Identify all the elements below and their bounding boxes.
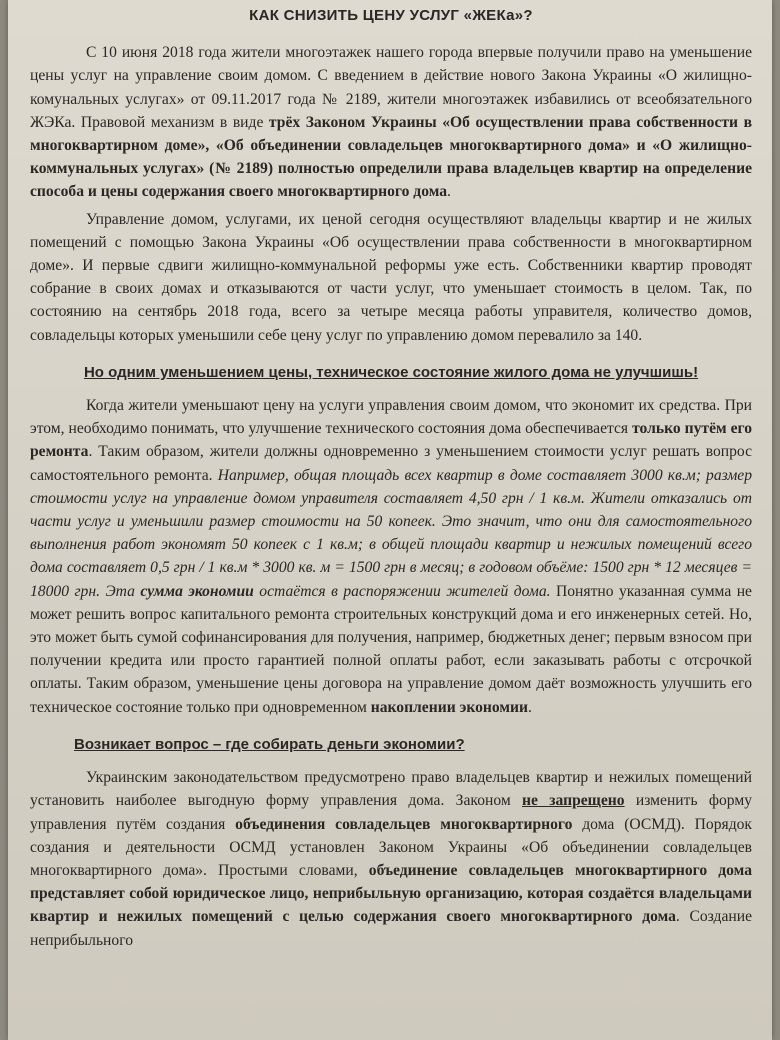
p4-bold-1: объединения совладельцев многоквартирного bbox=[235, 815, 573, 833]
p3-italic-1: Например, общая площадь всех квартир в доме составляет 3000 кв.м; размер стоимости услуг на управление домом управителя составляет 4,50 грн / 1 кв.м. Жители отказались от части услуг и уменьшили размер стоимости на 50 копеек. Это значит, что они для самостоятельного выполнения работ экономят 50 копеек с 1 кв.м; в общей площади квартир и нежилых помещений всего дома составляет 0,5 грн / 1 кв.м * 3000 кв. м = 1500 грн в месяц; в годовом объёме: 1500 грн * 12 месяцев = 18000 грн. Эта bbox=[30, 466, 753, 600]
paragraph-3 bbox=[30, 394, 752, 719]
document-content bbox=[8, 0, 772, 952]
p4-text-4: . Создание неприбыльного bbox=[30, 908, 752, 949]
paragraph-1 bbox=[30, 41, 752, 203]
section-heading-1: Но одним уменьшением цены, техническое состояние жилого дома не улучшишь! bbox=[83, 363, 699, 381]
paragraph-4 bbox=[30, 766, 752, 952]
p4-bold-underline-1: не запрещено bbox=[522, 792, 625, 810]
p3-italic-2: остаётся в распоряжении жителей дома. bbox=[253, 582, 551, 600]
p3-bold-1: только путём его ремонта bbox=[30, 420, 752, 461]
p1-bold-1: трёх Законом Украины «Об осуществлении права собственности в многоквартирном доме», «Об объединении совладельцев многоквартирного дома» и «О жилищно-коммунальных услугах» (№ 2189) полностью определили права владельцев квартир на определение способа и цены содержания своего многоквартирного дома bbox=[30, 113, 752, 201]
paragraph-2: Управление домом, услугами, их ценой сегодня осуществляют владельцы квартир и не жилых помещений с помощью Закона Украины «Об осуществлении права собственности в многоквартирном доме». И первые сдвиги жилищно-коммунальной реформы уже есть. Собственники квартир проводят собрание в своих домах и отказываются от части услуг, что уменьшает стоимость в целом. Так, по состоянию на сентябрь 2018 года, всего за четыре месяца работы управителя, количество домов, совладельцы которых уменьшили себе цену услуг по управлению домом перевалило за 140. bbox=[30, 210, 752, 344]
p3-bold-italic-1: сумма экономии bbox=[140, 582, 254, 600]
p4-bold-2: объединение совладельцев многоквартирного дома представляет собой юридическое лицо, неприбыльную организацию, которая создаётся владельцами квартир и нежилых помещений с целью содержания своего многоквартирного дома bbox=[30, 861, 752, 926]
p3-text-3: Понятно указанная сумма не может решить вопрос капитального ремонта строительных конструкций дома и его инженерных сетей. Но, это может быть сумой софинансирования для получения, например, бюджетных денег; первым взносом при получении кредита или просто гарантией полной оплаты работ, если заказывать работы с отсрочкой оплаты. Таким образом, уменьшение цены договора на управление домом даёт возможность улучшить его техническое состояние только при одновременном bbox=[30, 582, 752, 716]
document-title: КАК СНИЗИТЬ ЦЕНУ УСЛУГ «ЖЕКа»? bbox=[249, 7, 533, 24]
p3-text-1: Когда жители уменьшают цену на услуги управления своим домом, что экономит их средства. При этом, необходимо понимать, что улучшение технического состояния дома обеспечивается bbox=[30, 397, 752, 438]
p4-text-2: изменить форму управления путём создания bbox=[30, 792, 752, 833]
p3-bold-2: накоплении экономии bbox=[370, 698, 528, 716]
p3-text-4: . bbox=[527, 698, 532, 716]
p1-text-2: . bbox=[447, 183, 451, 201]
p1-text-1: С 10 июня 2018 года жители многоэтажек нашего города впервые получили право на уменьшение цены услуг на управление своим домом. С введением в действие нового Закона Украины «О жилищно-комунальных услугах» от 09.11.2017 года № 2189, жители многоэтажек избавились от всеобязательного ЖЭКа. Правовой механизм в виде bbox=[30, 44, 752, 131]
section-heading-2: Возникает вопрос – где собирать деньги экономии? bbox=[74, 735, 465, 753]
p4-text-1: Украинским законодательством предусмотрено право владельцев квартир и нежилых помещений установить наиболее выгодную форму управления дома. Законом bbox=[30, 769, 752, 810]
p3-text-2: . Таким образом, жители должны одновременно з уменьшением стоимости услуг решать вопрос самостоятельного ремонта. bbox=[30, 443, 752, 484]
p4-text-3: дома (ОСМД). Порядок создания и деятельности ОСМД установлен Законом Украины «Об объединении совладельцев многоквартирного дома». Простыми словами, bbox=[30, 815, 752, 879]
document-page bbox=[8, 0, 772, 1040]
